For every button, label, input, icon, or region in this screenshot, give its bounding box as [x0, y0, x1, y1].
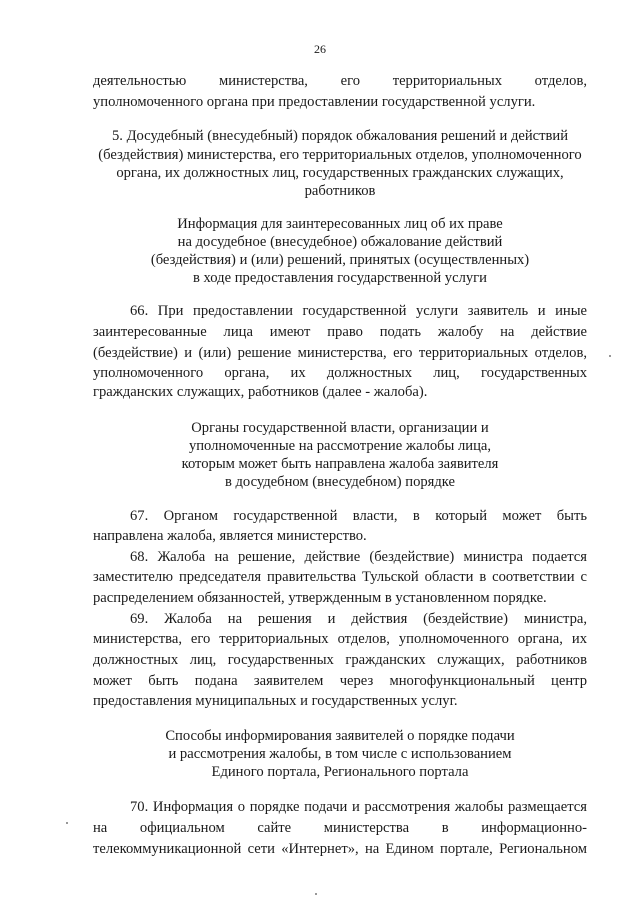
paragraph-66: 66. При предоставлении государственной услуги заявитель и иные: [130, 303, 587, 319]
subsection-heading: Информация для заинтересованных лиц об их праве: [177, 216, 503, 232]
section-heading: 5. Досудебный (внесудебный) порядок обжалования решений и действий: [111, 128, 569, 144]
scan-speck: [315, 893, 317, 895]
paragraph-69: 69. Жалоба на решения и действия (бездействие) министра,: [130, 611, 587, 627]
section-heading: работников: [304, 183, 376, 199]
paragraph-66: гражданских служащих, работников (далее - жалоба).: [93, 384, 428, 400]
subsection-heading: Единого портала, Регионального портала: [211, 764, 469, 780]
scan-speck: [609, 355, 611, 357]
paragraph-69: предоставления муниципальных и государственных услуг.: [93, 693, 458, 709]
paragraph-68: заместителю председателя правительства Тульской области в соответствии с: [93, 569, 587, 585]
paragraph-68: 68. Жалоба на решение, действие (бездействие) министра подается: [130, 549, 587, 565]
page-number: 26: [314, 42, 326, 56]
paragraph-69: должностных лиц, государственных гражданских служащих, работников: [93, 652, 587, 668]
paragraph-68: распределением обязанностей, утвержденным в установленном порядке.: [93, 590, 547, 606]
paragraph-66: уполномоченного органа, их должностных лиц, государственных: [93, 365, 587, 381]
section-heading: (бездействия) министерства, его территориальных отделов, уполномоченного: [98, 147, 582, 163]
section-heading: органа, их должностных лиц, государственных гражданских служащих,: [116, 165, 564, 181]
subsection-heading: в досудебном (внесудебном) порядке: [224, 474, 456, 490]
paragraph-70: на официальном сайте министерства в информационно-: [93, 820, 587, 836]
paragraph-69: министерства, его территориальных отделов, уполномоченного органа, их: [93, 631, 587, 647]
paragraph-67: 67. Органом государственной власти, в который может быть: [130, 508, 587, 524]
subsection-heading: на досудебное (внесудебное) обжалование действий: [177, 234, 503, 250]
subsection-heading: уполномоченные на рассмотрение жалобы лица,: [188, 438, 492, 454]
text-line: уполномоченного органа при предоставлении государственной услуги.: [93, 94, 536, 110]
subsection-heading: Способы информирования заявителей о порядке подачи: [165, 728, 515, 744]
subsection-heading: которым может быть направлена жалоба заявителя: [181, 456, 499, 472]
subsection-heading: и рассмотрения жалобы, в том числе с использованием: [168, 746, 512, 762]
text-line: деятельностью министерства, его территориальных отделов,: [93, 73, 587, 89]
paragraph-69: может быть подана заявителем через многофункциональный центр: [93, 673, 587, 689]
paragraph-66: заинтересованные лица имеют право подать жалобу на действие: [93, 324, 587, 340]
subsection-heading: (бездействия) и (или) решений, принятых (осуществленных): [150, 252, 530, 268]
paragraph-70: телекоммуникационной сети «Интернет», на Едином портале, Региональном: [93, 841, 587, 857]
scan-speck: [66, 822, 68, 824]
paragraph-70: 70. Информация о порядке подачи и рассмотрения жалобы размещается: [130, 799, 587, 815]
subsection-heading: Органы государственной власти, организации и: [191, 420, 489, 436]
subsection-heading: в ходе предоставления государственной услуги: [193, 270, 487, 286]
paragraph-66: (бездействие) и (или) решение министерства, его территориальных отделов,: [93, 345, 587, 361]
paragraph-67: направлена жалоба, является министерство.: [93, 528, 367, 544]
